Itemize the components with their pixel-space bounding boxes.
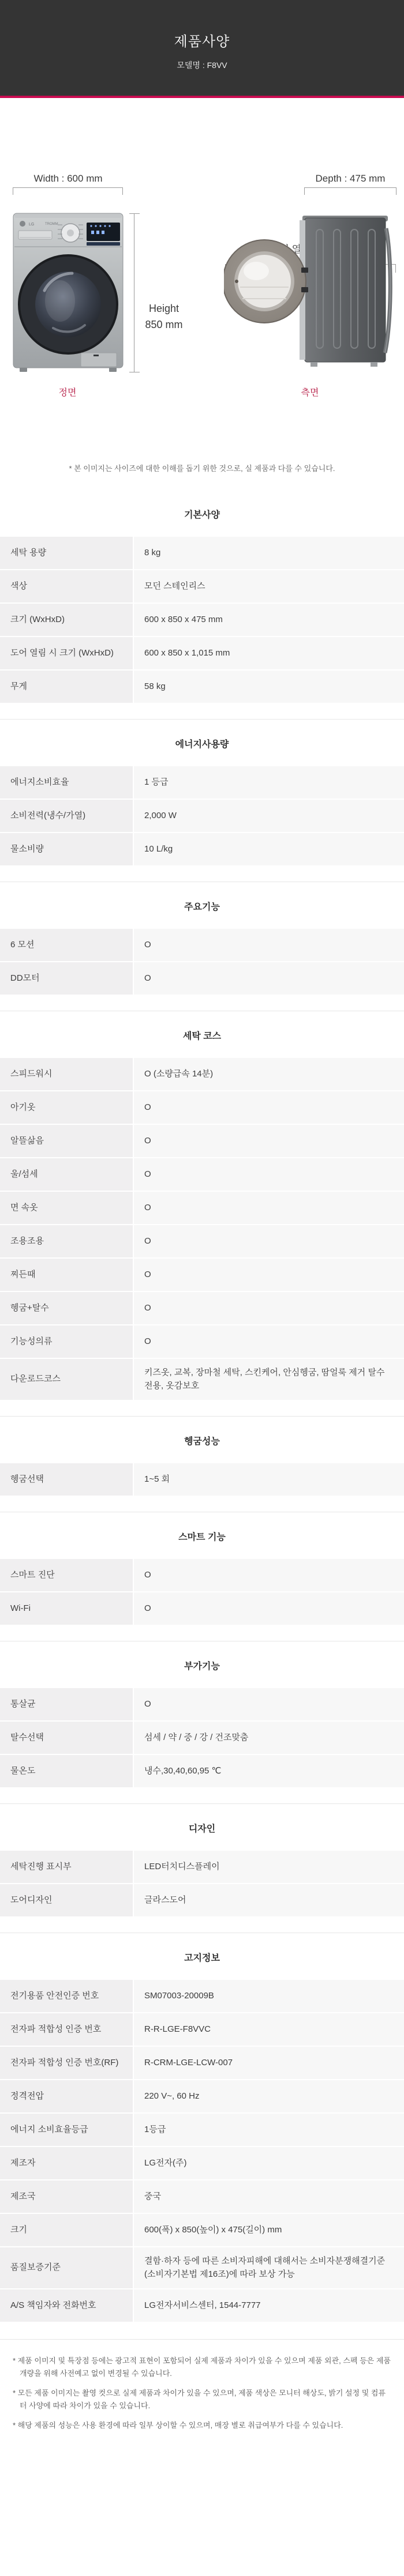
spec-row xyxy=(0,929,404,961)
spec-row-value: 섬세 / 약 / 중 / 강 / 건조맞춤 xyxy=(134,1722,404,1754)
spec-row xyxy=(0,1359,404,1400)
spec-section xyxy=(0,1416,404,1496)
spec-row xyxy=(0,2289,404,2322)
spec-row xyxy=(0,2013,404,2046)
spec-row-value: O xyxy=(134,1688,404,1720)
spec-row xyxy=(0,1884,404,1916)
section-title: 고지정보 xyxy=(184,1953,220,1963)
spec-row xyxy=(0,2047,404,2079)
spec-row xyxy=(0,962,404,995)
spec-row xyxy=(0,2214,404,2246)
spec-row-label: 제조자 xyxy=(0,2147,133,2179)
spec-row-label: 품질보증기준 xyxy=(0,2247,133,2288)
spec-row-value: O xyxy=(134,1125,404,1157)
spec-row-value: 600 x 850 x 475 mm xyxy=(134,604,404,636)
spec-row-label: 세탁진행 표시부 xyxy=(0,1851,133,1883)
spec-row xyxy=(0,1463,404,1496)
spec-row-label: 에너지 소비효율등급 xyxy=(0,2114,133,2146)
front-view-caption: 정면 xyxy=(58,388,77,398)
spec-row xyxy=(0,1192,404,1224)
spec-row-label: 도어디자인 xyxy=(0,1884,133,1916)
spec-row-value: O xyxy=(134,1559,404,1591)
spec-row xyxy=(0,2080,404,2112)
spec-row-label: 소비전력(냉수/가열) xyxy=(0,800,133,832)
spec-section xyxy=(0,719,404,865)
spec-row-label: 세탁 용량 xyxy=(0,537,133,569)
spec-row-label: 찌든때 xyxy=(0,1259,133,1291)
header xyxy=(0,0,404,96)
spec-section xyxy=(0,490,404,703)
spec-row-label: 스마트 진단 xyxy=(0,1559,133,1591)
spec-row-value: 키즈옷, 교복, 장마철 세탁, 스킨케어, 안심헹굼, 땀얼룩 제거 탈수 전용, 옷감보호 xyxy=(134,1359,404,1400)
section-title: 헹굼성능 xyxy=(184,1437,220,1447)
spec-row xyxy=(0,1125,404,1157)
section-title: 세탁 코스 xyxy=(182,1031,222,1041)
spec-row-value: 600(폭) x 850(높이) x 475(길이) mm xyxy=(134,2214,404,2246)
page-title: 제품사양 xyxy=(174,34,230,50)
spec-row-label: 무게 xyxy=(0,671,133,703)
spec-row-value: O (소량급속 14분) xyxy=(134,1058,404,1090)
spec-row-label: 스피드워시 xyxy=(0,1058,133,1090)
spec-section xyxy=(0,882,404,995)
spec-row-label: 전자파 적합성 인증 번호 xyxy=(0,2013,133,2046)
spec-row-label: DD모터 xyxy=(0,962,133,995)
height-dimension-label: Height 850 mm xyxy=(145,303,183,330)
spec-row-value: LED터치디스플레이 xyxy=(134,1851,404,1883)
spec-row-value: O xyxy=(134,1592,404,1625)
depth-dimension-line xyxy=(304,187,396,188)
spec-row-value: O xyxy=(134,929,404,961)
spec-row-value: 600 x 850 x 1,015 mm xyxy=(134,637,404,669)
spec-row xyxy=(0,1292,404,1324)
spec-row xyxy=(0,1058,404,1090)
section-title: 기본사양 xyxy=(184,510,220,520)
spec-row xyxy=(0,1980,404,2012)
spec-row xyxy=(0,671,404,703)
spec-row-value: O xyxy=(134,1325,404,1358)
spec-row-value: O xyxy=(134,1225,404,1257)
spec-row xyxy=(0,604,404,636)
spec-row-label: 기능성의류 xyxy=(0,1325,133,1358)
spec-row-value: O xyxy=(134,962,404,995)
spec-row-value: 2,000 W xyxy=(134,800,404,832)
section-title: 에너지사용량 xyxy=(175,740,229,750)
spec-row-label: 에너지소비효율 xyxy=(0,766,133,799)
spec-row-value: O xyxy=(134,1158,404,1191)
footer-note: * 해당 제품의 성능은 사용 환경에 따라 일부 상이할 수 있으며, 매장 별로 취급여부가 다를 수 있습니다. xyxy=(13,2421,343,2430)
spec-row-label: 통살균 xyxy=(0,1688,133,1720)
spec-row-value: 냉수,30,40,60,95 ℃ xyxy=(134,1755,404,1787)
spec-row xyxy=(0,1225,404,1257)
spec-row-value: 중국 xyxy=(134,2180,404,2213)
dimension-diagram xyxy=(0,98,404,484)
section-title: 주요기능 xyxy=(184,902,220,912)
spec-row-label: 헹굼선택 xyxy=(0,1463,133,1496)
spec-row xyxy=(0,1688,404,1720)
spec-row-label: 알뜰삶음 xyxy=(0,1125,133,1157)
size-disclaimer: * 본 이미지는 사이즈에 대한 이해를 돕기 위한 것으로, 실 제품과 다를 수 있습니다. xyxy=(69,464,335,473)
spec-row xyxy=(0,2114,404,2146)
spec-row-label: A/S 책임자와 전화번호 xyxy=(0,2289,133,2322)
spec-row xyxy=(0,2180,404,2213)
spec-row xyxy=(0,1325,404,1358)
spec-row-label: 색상 xyxy=(0,570,133,602)
spec-section xyxy=(0,1641,404,1787)
spec-row-label: 물소비량 xyxy=(0,833,133,865)
spec-row-value: R-R-LGE-F8VVC xyxy=(134,2013,404,2046)
spec-row-value: R-CRM-LGE-LCW-007 xyxy=(134,2047,404,2079)
spec-row xyxy=(0,637,404,669)
spec-row-label: 울/섬세 xyxy=(0,1158,133,1191)
spec-row xyxy=(0,800,404,832)
depth-dimension-label: Depth : 475 mm xyxy=(315,173,386,184)
spec-row-value: LG전자서비스센터, 1544-7777 xyxy=(134,2289,404,2322)
spec-row xyxy=(0,2147,404,2179)
spec-row-label: 전기용품 안전인증 번호 xyxy=(0,1980,133,2012)
section-title: 부가기능 xyxy=(184,1662,220,1671)
footer-note: * 제품 이미지 및 특장점 등에는 광고적 표현이 포함되어 실제 제품과 차이가 있을 수 있으며 제품 외관, 스펙 등은 제품 개량을 위해 사전예고 없이 변경될 수 있습니다. xyxy=(13,2356,391,2378)
spec-row-value: 모던 스테인리스 xyxy=(134,570,404,602)
spec-row xyxy=(0,766,404,799)
spec-row-label: 정격전압 xyxy=(0,2080,133,2112)
width-dimension-label: Width : 600 mm xyxy=(33,173,103,184)
spec-row xyxy=(0,1559,404,1591)
spec-row-value: O xyxy=(134,1292,404,1324)
spec-row-label: 제조국 xyxy=(0,2180,133,2213)
spec-row-value: 10 L/kg xyxy=(134,833,404,865)
spec-row-value: O xyxy=(134,1259,404,1291)
section-title: 스마트 기능 xyxy=(178,1532,226,1542)
spec-row-label: 조용조용 xyxy=(0,1225,133,1257)
spec-row-label: 도어 열림 시 크기 (WxHxD) xyxy=(0,637,133,669)
spec-row xyxy=(0,833,404,865)
spec-row xyxy=(0,1091,404,1124)
footer-note: * 모든 제품 이미지는 촬영 컷으로 실제 제품과 차이가 있을 수 있으며, 제품 색상은 모니터 해상도, 밝기 설정 및 컴퓨터 사양에 따라 차이가 있을 수 있습니다. xyxy=(13,2389,386,2411)
spec-row-value: 220 V~, 60 Hz xyxy=(134,2080,404,2112)
section-title: 디자인 xyxy=(188,1824,216,1834)
svg-text:LG: LG xyxy=(29,223,35,227)
spec-row xyxy=(0,1158,404,1191)
width-dimension-line xyxy=(13,187,123,188)
spec-row-value: 8 kg xyxy=(134,537,404,569)
spec-table xyxy=(0,490,404,2322)
spec-row-value: 1 등급 xyxy=(134,766,404,799)
spec-row-label: 전자파 적합성 인증 번호(RF) xyxy=(0,2047,133,2079)
washer-side-image xyxy=(224,214,392,368)
svg-text:TROMM: TROMM xyxy=(45,223,58,226)
spec-row-label: 크기 xyxy=(0,2214,133,2246)
spec-row xyxy=(0,1592,404,1625)
spec-row-label: 6 모션 xyxy=(0,929,133,961)
spec-row xyxy=(0,1755,404,1787)
spec-row-label: 크기 (WxHxD) xyxy=(0,604,133,636)
washer-front-image xyxy=(13,210,124,372)
side-view-caption: 측면 xyxy=(301,388,319,398)
spec-row-label: 아기옷 xyxy=(0,1091,133,1124)
spec-row-value: 글라스도어 xyxy=(134,1884,404,1916)
spec-row-label: 면 속옷 xyxy=(0,1192,133,1224)
spec-row-value: 1~5 회 xyxy=(134,1463,404,1496)
spec-section xyxy=(0,1011,404,1400)
spec-row xyxy=(0,1722,404,1754)
spec-row-label: 헹굼+탈수 xyxy=(0,1292,133,1324)
spec-row xyxy=(0,570,404,602)
spec-row-value: O xyxy=(134,1091,404,1124)
spec-row xyxy=(0,1851,404,1883)
spec-row-value: O xyxy=(134,1192,404,1224)
spec-section xyxy=(0,1803,404,1916)
spec-section xyxy=(0,1512,404,1625)
model-name: 모델명 : F8VV xyxy=(177,61,227,70)
spec-row-label: 다운로드코스 xyxy=(0,1359,133,1400)
spec-row xyxy=(0,2247,404,2288)
spec-row-value: SM07003-20009B xyxy=(134,1980,404,2012)
spec-row-label: 탈수선택 xyxy=(0,1722,133,1754)
footer-notes xyxy=(0,2339,404,2456)
spec-row-value: 결함·하자 등에 따른 소비자피해에 대해서는 소비자분쟁해결기준(소비자기본법 제16조)에 따라 보상 가능 xyxy=(134,2247,404,2288)
spec-row-label: 물온도 xyxy=(0,1755,133,1787)
spec-row-value: LG전자(주) xyxy=(134,2147,404,2179)
spec-row xyxy=(0,1259,404,1291)
spec-row-value: 58 kg xyxy=(134,671,404,703)
spec-row-label: Wi-Fi xyxy=(0,1592,133,1625)
spec-row-value: 1등급 xyxy=(134,2114,404,2146)
spec-row xyxy=(0,537,404,569)
spec-section xyxy=(0,1933,404,2322)
